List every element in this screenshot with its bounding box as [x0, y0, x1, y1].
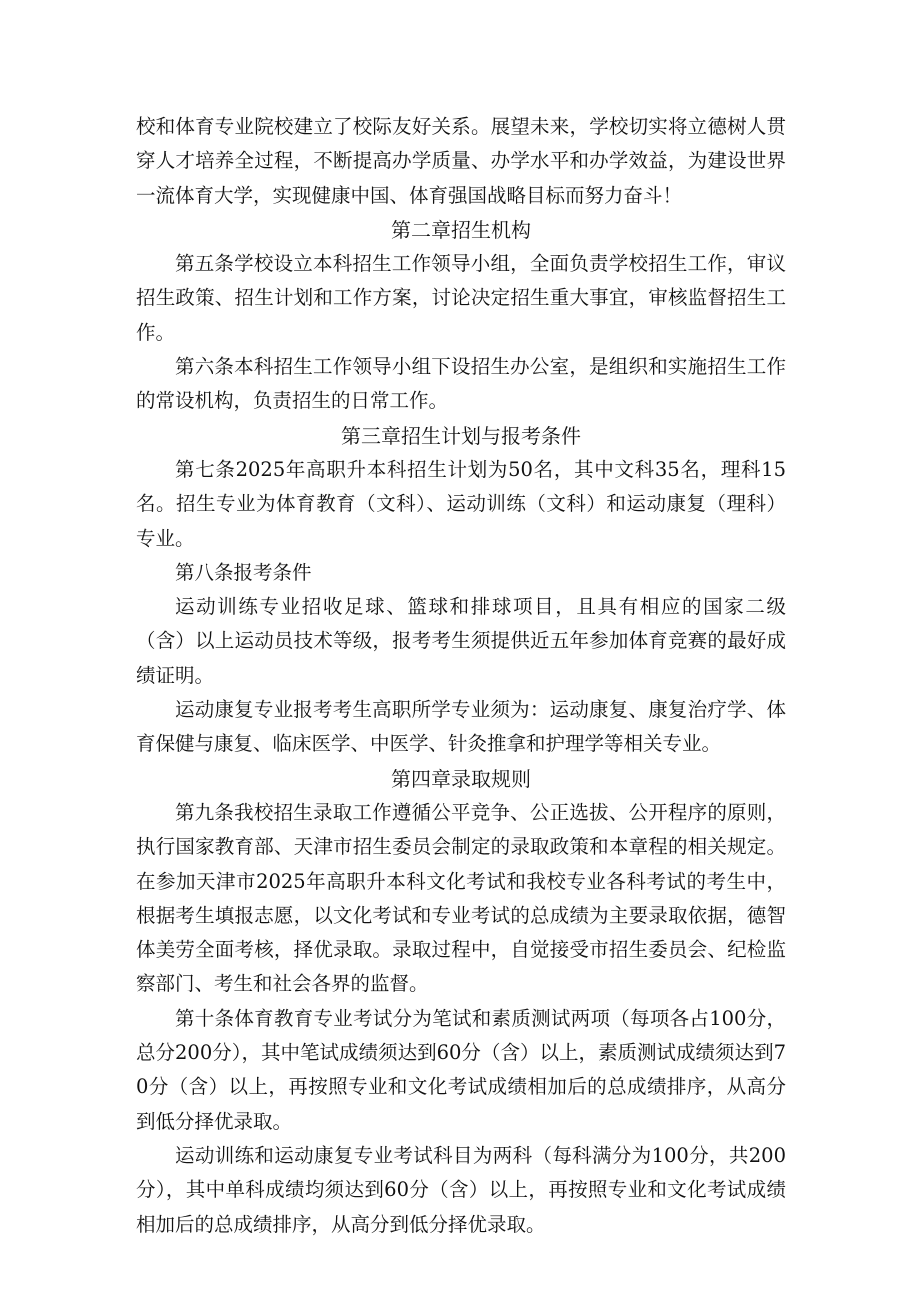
article-9: 第九条我校招生录取工作遵循公平竞争、公正选拔、公开程序的原则，执行国家教育部、天津市招生委员会制定的录取政策和本章程的相关规定。在参加天津市2025年高职升本科文化考试和我校专业各科考试的考生中，根据考生填报志愿，以文化考试和专业考试的总成绩为主要录取依据，德智体美劳全面考核，择优录取。录取过程中，自觉接受市招生委员会、纪检监察部门、考生和社会各界的监督。	[136, 800, 786, 996]
article-10-paragraph-2: 运动训练和运动康复专业考试科目为两科（每科满分为100分，共200分），其中单科成绩均须达到60分（含）以上，再按照专业和文化考试成绩相加后的总成绩排序，从高分到低分择优录取。	[136, 1143, 786, 1236]
article-10: 第十条体育教育专业考试分为笔试和素质测试两项（每项各占100分，总分200分），其中笔试成绩须达到60分（含）以上，素质测试成绩须达到70分（含）以上，再按照专业和文化考试成绩相加后的总成绩排序，从高分到低分择优录取。	[136, 1006, 786, 1133]
article-6: 第六条本科招生工作领导小组下设招生办公室，是组织和实施招生工作的常设机构，负责招生的日常工作。	[136, 355, 786, 413]
chapter-3-heading: 第三章招生计划与报考条件	[341, 423, 581, 448]
article-7: 第七条2025年高职升本科招生计划为50名，其中文科35名，理科15名。招生专业为体育教育（文科）、运动训练（文科）和运动康复（理科）专业。	[136, 457, 786, 550]
article-8-paragraph-1: 运动训练专业招收足球、篮球和排球项目，且具有相应的国家二级（含）以上运动员技术等级，报考考生须提供近五年参加体育竞赛的最好成绩证明。	[136, 595, 786, 687]
chapter-2-heading: 第二章招生机构	[391, 217, 531, 242]
article-8-paragraph-2: 运动康复专业报考考生高职所学专业须为：运动康复、康复治疗学、体育保健与康复、临床医学、中医学、针灸推拿和护理学等相关专业。	[136, 698, 786, 756]
intro-paragraph-tail: 校和体育专业院校建立了校际友好关系。展望未来，学校切实将立德树人贯穿人才培养全过程，不断提高办学质量、办学水平和办学效益，为建设世界一流体育大学，实现健康中国、体育强国战略目标而努力奋斗！	[136, 115, 786, 207]
chapter-4-heading: 第四章录取规则	[391, 766, 531, 791]
article-8-title: 第八条报考条件	[175, 560, 312, 584]
article-5: 第五条学校设立本科招生工作领导小组，全面负责学校招生工作，审议招生政策、招生计划和工作方案，讨论决定招生重大事宜，审核监督招生工作。	[136, 252, 786, 344]
document-page	[136, 110, 786, 1242]
